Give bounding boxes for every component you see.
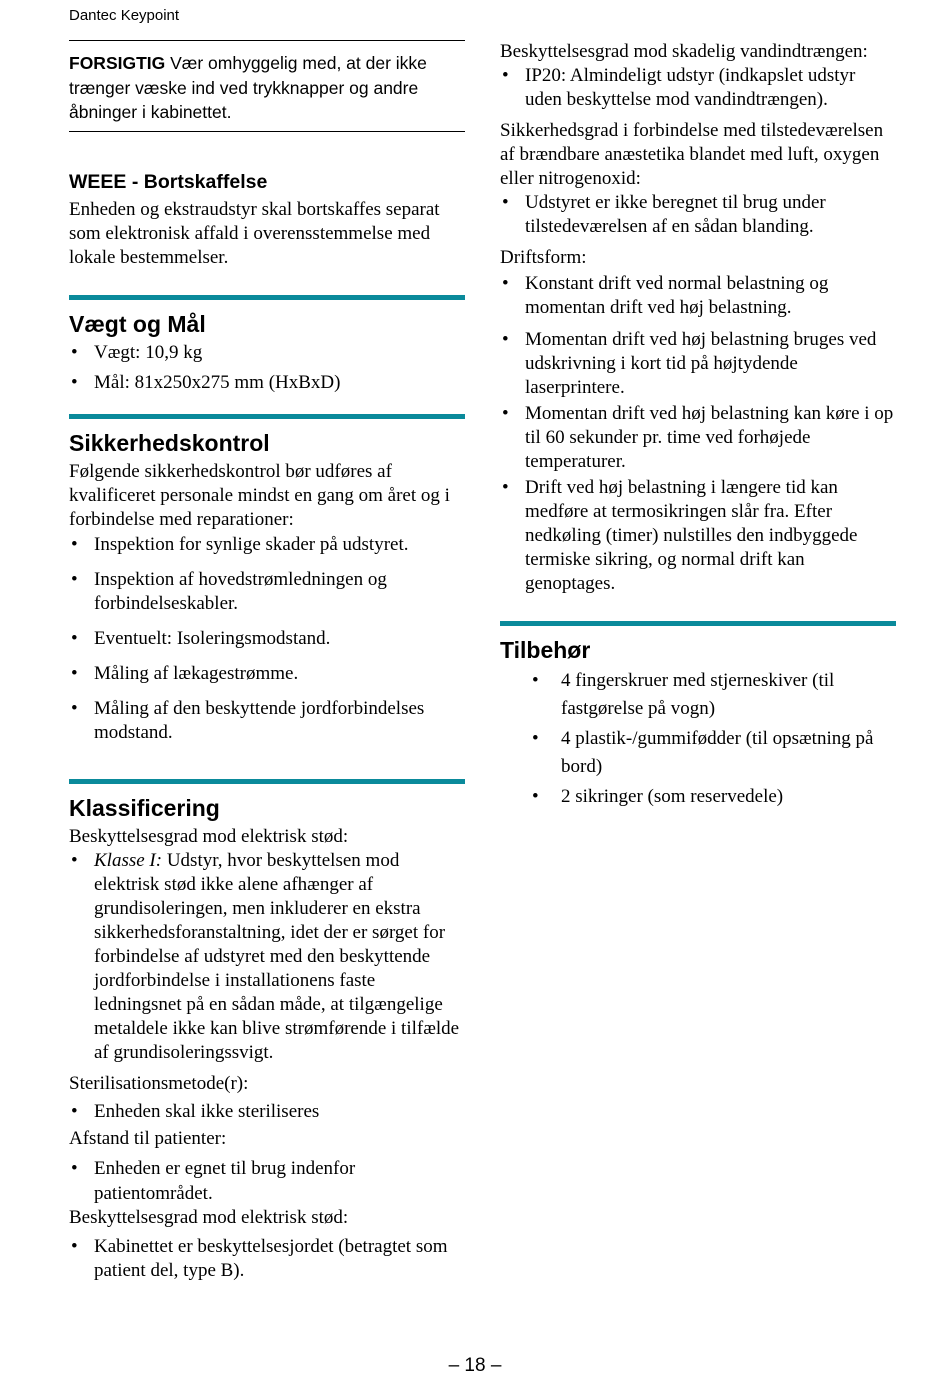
weight-title: Vægt og Mål <box>69 310 206 337</box>
accessory-item: • 2 sikringer (som reservedele) <box>500 783 896 811</box>
safety-intro: Følgende sikkerhedskontrol bør udføres af kvalificeret personale mindst en gang om året og i forbindelse med reparationer: <box>69 460 450 530</box>
weight-list <box>69 341 465 395</box>
steril-label: Sterilisationsmetode(r): <box>69 1072 249 1094</box>
weee-text: Enheden og ekstraudstyr skal bortskaffes separat som elektronisk affald i overensstemmelse med lokale bestemmelser. <box>69 198 440 268</box>
safety-item: • Eventuelt: Isoleringsmodstand. <box>69 627 465 651</box>
page-number: – 18 – <box>448 1355 502 1376</box>
distance-item: • Enheden er egnet til brug indenfor patientområdet. <box>69 1156 465 1206</box>
mode-list <box>500 272 896 596</box>
accessories-title: Tilbehør <box>500 637 591 663</box>
safety-list <box>69 533 465 745</box>
anaesth-label: Sikkerhedsgrad i forbindelse med tilstedeværelsen af brændbare anæstetika blandet med luft, oxygen eller nitrogenoxid: <box>500 120 884 189</box>
class-list <box>69 849 465 1065</box>
water-label: Beskyttelsesgrad mod skadelig vandindtrængen: <box>500 41 868 62</box>
class1-text: Udstyr, hvor beskyttelsen mod elektrisk stød ikke alene afhænger af grundisoleringen, men inkluderer en ekstra sikkerhedsforanstaltning, idet der er sørget for forbindelse af udstyret med den beskyttende jordforbindelse i installationens faste ledningsnet på en sådan måde, at tilgængelige metaldele ikke kan blive strømførende i tilfælde af grundisoleringssvigt. <box>94 849 460 1063</box>
water-item: • IP20: Almindeligt udstyr (indkapslet udstyr uden beskyttelse mod vandindtrængen). <box>500 64 896 112</box>
classification-section <box>69 779 465 1283</box>
class1-label: Klasse I: <box>94 849 163 871</box>
mode-item: • Momentan drift ved høj belastning bruges ved udskrivning i kort tid på højtydende laserprintere. <box>500 328 896 400</box>
mode-item: • Momentan drift ved høj belastning kan køre i op til 60 sekunder pr. time ved forhøjede temperaturer. <box>500 402 896 474</box>
shock-item-2: • Kabinettet er beskyttelsesjordet (betragtet som patient del, type B). <box>69 1235 465 1283</box>
water-list <box>500 64 896 112</box>
mode-item: • Konstant drift ved normal belastning og momentan drift ved høj belastning. <box>500 272 896 320</box>
mode-item: • Drift ved høj belastning i længere tid kan medføre at termosikringen slår fra. Efter nedkøling (timer) nulstilles den indbyggede termiske sikring, og normal drift kan genoptages. <box>500 476 896 596</box>
weight-section <box>69 295 465 395</box>
steril-item: • Enheden skal ikke steriliseres <box>69 1100 465 1124</box>
shock-list-2 <box>69 1235 465 1283</box>
accessories-section <box>500 621 896 811</box>
safety-section <box>69 414 465 745</box>
shock-label-2: Beskyttelsesgrad mod elektrisk stød: <box>69 1206 349 1228</box>
distance-list <box>69 1156 465 1206</box>
safety-item: • Måling af lækagestrømme. <box>69 662 465 686</box>
distance-label: Afstand til patienter: <box>69 1127 227 1149</box>
running-header: Dantec Keypoint <box>69 7 180 24</box>
caution-box <box>69 40 465 132</box>
weight-item: • Vægt: 10,9 kg <box>69 341 465 365</box>
anaesth-list <box>500 191 896 239</box>
safety-item: • Måling af den beskyttende jordforbindelses modstand. <box>69 697 465 745</box>
left-column <box>69 40 465 1283</box>
caution-text: Vær omhyggelig med, at der ikke trænger væske ind ved trykknapper og andre åbninger i kabinettet. <box>69 53 427 122</box>
accessory-item: • 4 plastik-/gummifødder (til opsætning på bord) <box>500 725 896 781</box>
caution-label: FORSIGTIG <box>69 53 166 73</box>
safety-item: • Inspektion for synlige skader på udstyret. <box>69 533 465 557</box>
safety-title: Sikkerhedskontrol <box>69 429 270 456</box>
right-column <box>500 40 896 813</box>
accessory-item: • 4 fingerskruer med stjerneskiver (til fastgørelse på vogn) <box>500 667 896 723</box>
classification-title: Klassificering <box>69 794 220 821</box>
steril-list <box>69 1100 465 1124</box>
weee-title: WEEE - Bortskaffelse <box>69 170 268 193</box>
dimensions-item: • Mål: 81x250x275 mm (HxBxD) <box>69 371 465 395</box>
anaesth-item: • Udstyret er ikke beregnet til brug under tilstedeværelsen af en sådan blanding. <box>500 191 896 239</box>
safety-item: • Inspektion af hovedstrømledningen og forbindelseskabler. <box>69 568 465 616</box>
accessories-list <box>500 667 896 811</box>
mode-label: Driftsform: <box>500 247 587 268</box>
class1-item <box>69 849 465 1065</box>
shock-label: Beskyttelsesgrad mod elektrisk stød: <box>69 825 349 847</box>
